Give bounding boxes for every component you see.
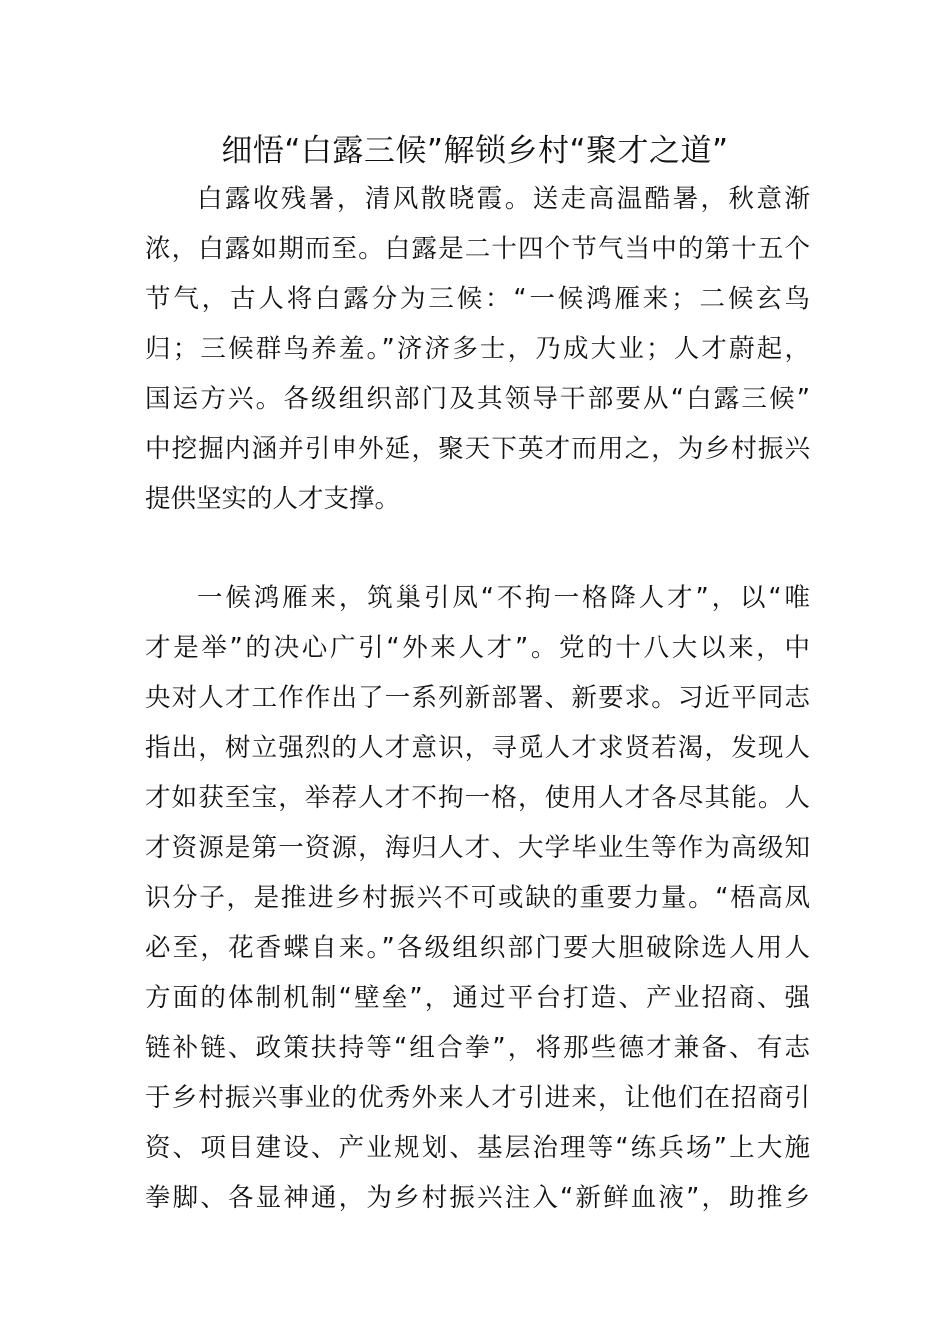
text-line: 归；三候群鸟养羞。”济济多士，乃成大业；人才蔚起， (145, 334, 810, 364)
text-line: 浓，白露如期而至。白露是二十四个节气当中的第十五个 (145, 234, 810, 264)
text-line: 国运方兴。各级组织部门及其领导干部要从“白露三候” (145, 384, 810, 414)
text-line: 必至，花香蝶自来。”各级组织部门要大胆破除选人用人 (145, 933, 810, 963)
text-line: 节气，古人将白露分为三候：“一候鸿雁来；二候玄鸟 (145, 284, 810, 314)
text-line: 才如获至宝，举荐人才不拘一格，使用人才各尽其能。人 (145, 783, 810, 813)
text-line: 方面的体制机制“壁垒”，通过平台打造、产业招商、强 (145, 983, 810, 1013)
paragraph-1 (145, 174, 810, 524)
text-line: 识分子，是推进乡村振兴不可或缺的重要力量。“梧高凤 (145, 883, 810, 913)
text-line: 指出，树立强烈的人才意识，寻觅人才求贤若渴，发现人 (145, 733, 810, 763)
text-line: 才是举”的决心广引“外来人才”。党的十八大以来，中 (145, 633, 810, 663)
text-line: 才资源是第一资源，海归人才、大学毕业生等作为高级知 (145, 833, 810, 863)
text-line: 资、项目建设、产业规划、基层治理等“练兵场”上大施 (145, 1133, 810, 1163)
text-line: 白露收残暑，清风散晓霞。送走高温酷暑，秋意渐 (197, 184, 810, 214)
document-title: 细悟“白露三候”解锁乡村“聚才之道” (221, 133, 729, 169)
text-line: 于乡村振兴事业的优秀外来人才引进来，让他们在招商引 (145, 1083, 810, 1113)
paragraph-2 (145, 573, 810, 1223)
text-line: 拳脚、各显神通，为乡村振兴注入“新鲜血液”，助推乡 (145, 1183, 810, 1213)
text-line: 中挖掘内涵并引申外延，聚天下英才而用之，为乡村振兴 (145, 434, 810, 464)
text-line: 提供坚实的人才支撑。 (145, 484, 401, 514)
text-line: 央对人才工作作出了一系列新部署、新要求。习近平同志 (145, 683, 810, 713)
text-line: 一候鸿雁来，筑巢引凤“不拘一格降人才”，以“唯 (197, 583, 810, 613)
text-line: 链补链、政策扶持等“组合拳”，将那些德才兼备、有志 (145, 1033, 810, 1063)
